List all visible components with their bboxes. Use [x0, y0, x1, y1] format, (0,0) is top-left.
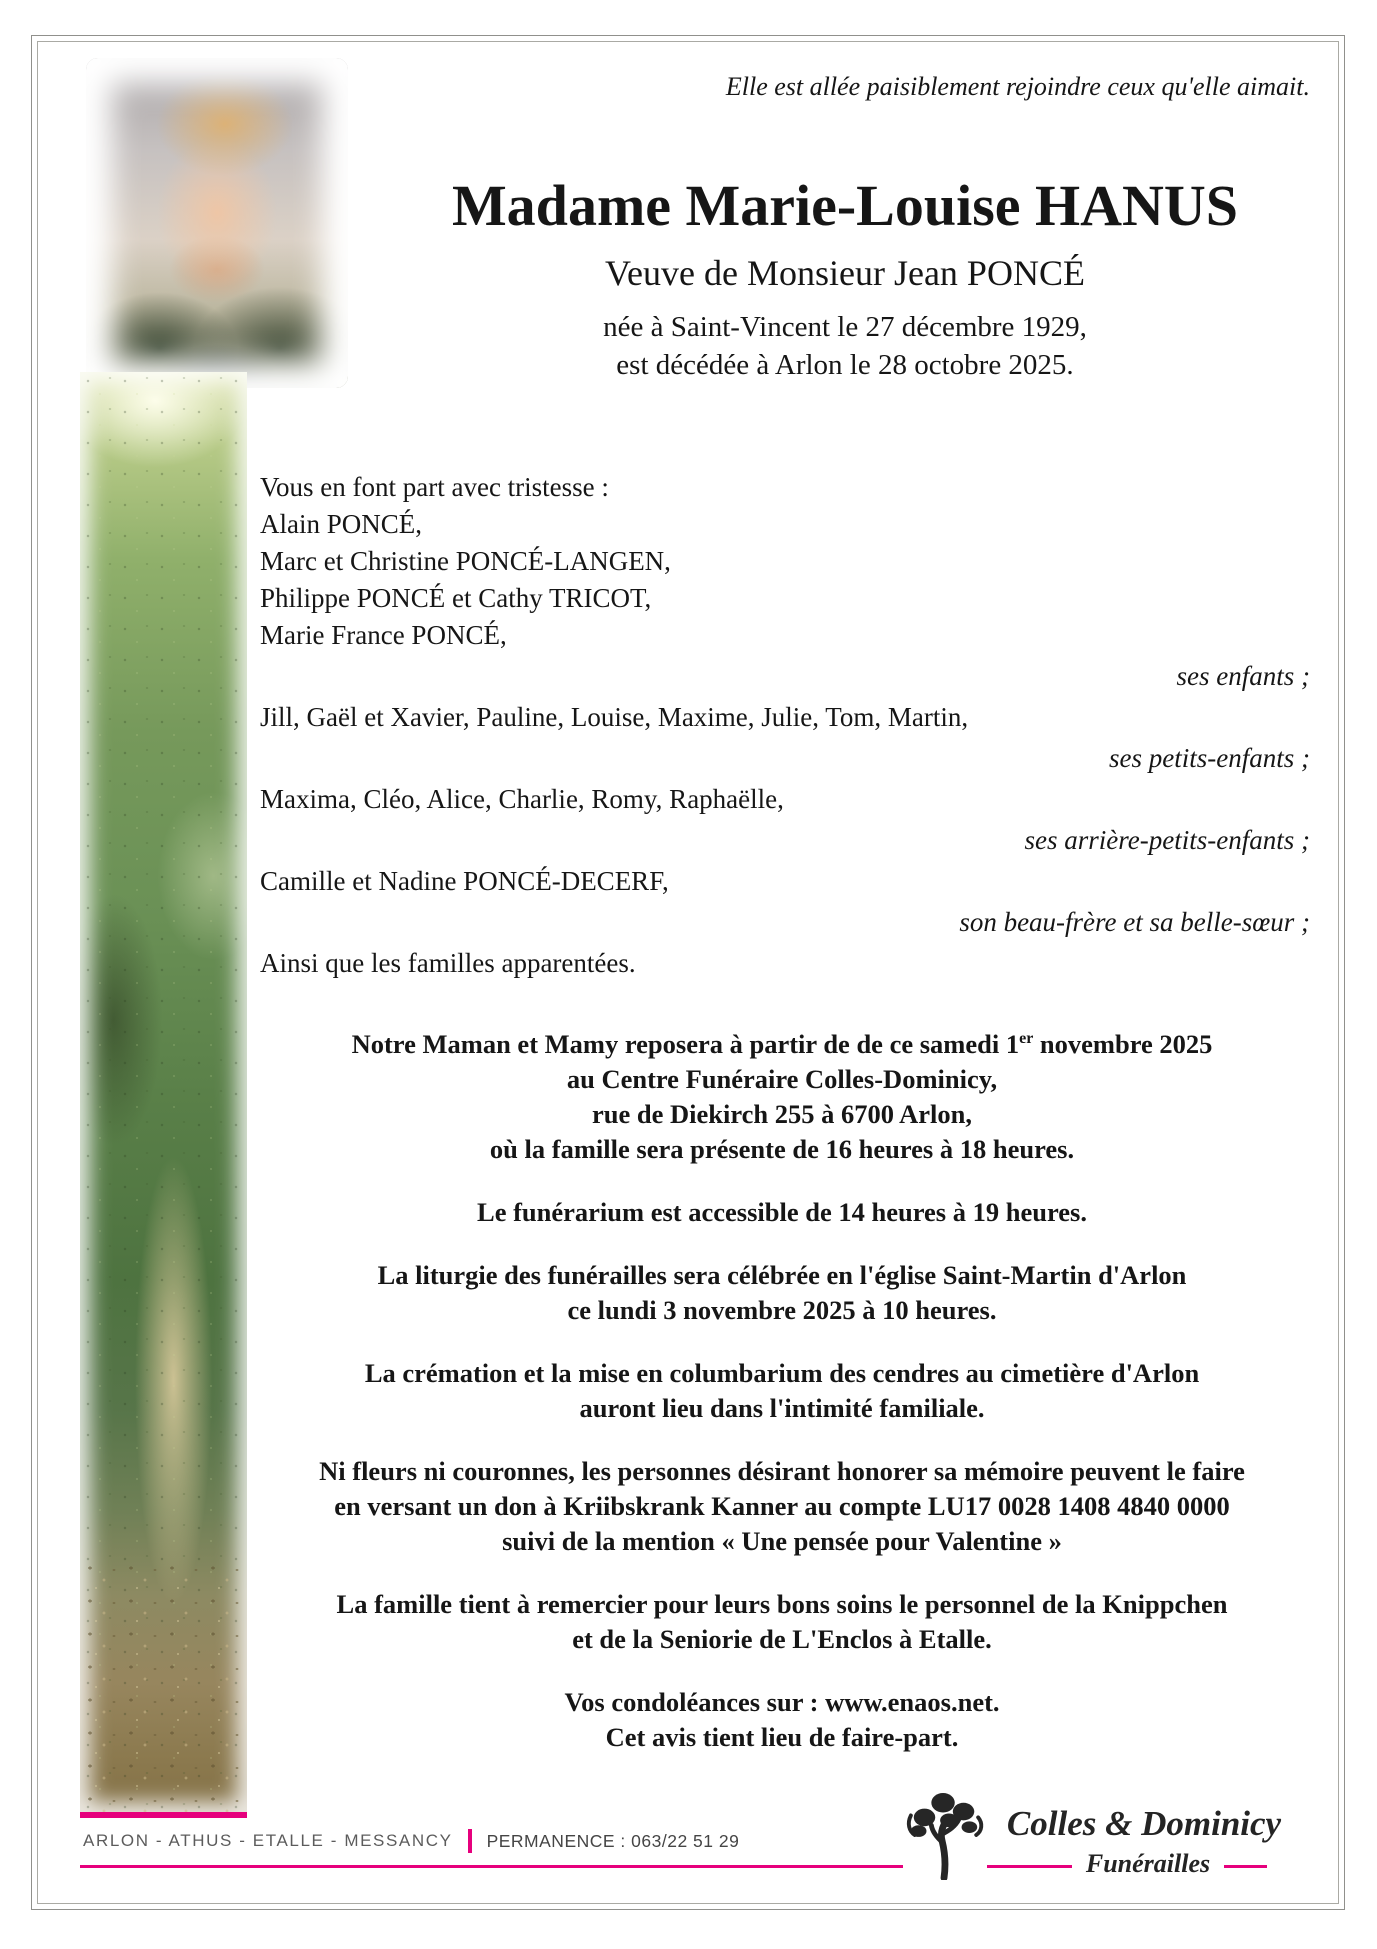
portrait-photo	[86, 58, 348, 388]
footer-separator-bar	[468, 1829, 472, 1853]
paragraph-repose	[254, 1027, 1310, 1167]
birth-line: née à Saint-Vincent le 27 décembre 1929,	[603, 311, 1087, 343]
repose-text: Notre Maman et Mamy reposera à partir de de ce samedi 1	[351, 1029, 1020, 1059]
tree-icon	[903, 1786, 987, 1882]
dons-line-1: Ni fleurs ni couronnes, les personnes désirant honorer sa mémoire peuvent le faire	[319, 1456, 1245, 1486]
relation-label-inlaws: son beau-frère et sa belle-sœur ;	[959, 907, 1310, 937]
liturgie-line-1: La liturgie des funérailles sera célébrée en l'église Saint-Martin d'Arlon	[377, 1260, 1187, 1290]
family-member: Camille et Nadine PONCÉ-DECERF,	[260, 866, 669, 896]
paragraph-remerciements	[254, 1587, 1310, 1657]
epitaph-quote: Elle est allée paisiblement rejoindre ceux qu'elle aimait.	[725, 72, 1310, 101]
footer-permanence-phone: PERMANENCE : 063/22 51 29	[486, 1830, 740, 1851]
funeral-home-logo-name: Colles & Dominicy	[1006, 1804, 1282, 1843]
funeral-home-logo-subtitle: Funérailles	[1072, 1849, 1224, 1879]
footer-cities: ARLON - ATHUS - ETALLE - MESSANCY	[83, 1831, 453, 1850]
announcements	[254, 1027, 1310, 1755]
family-intro: Vous en font part avec tristesse :	[260, 472, 609, 502]
remerciements-line-2: et de la Seniorie de L'Enclos à Etalle.	[572, 1624, 992, 1654]
cremation-line-2: auront lieu dans l'intimité familiale.	[579, 1393, 985, 1423]
tree-icon-svg	[905, 1788, 985, 1880]
family-member: Marc et Christine PONCÉ-LANGEN,	[260, 546, 671, 576]
cremation-line-1: La crémation et la mise en columbarium des cendres au cimetière d'Arlon	[364, 1358, 1200, 1388]
relation-label-grandchildren: ses petits-enfants ;	[1109, 743, 1310, 773]
funerarium-line: Le funérarium est accessible de 14 heures à 19 heures.	[477, 1197, 1087, 1227]
photo-pink-underline	[80, 1812, 247, 1818]
birth-death-dates	[380, 308, 1310, 384]
repose-line-3: rue de Diekirch 255 à 6700 Arlon,	[591, 1099, 973, 1129]
family-member: Jill, Gaël et Xavier, Pauline, Louise, Maxime, Julie, Tom, Martin,	[260, 702, 969, 732]
repose-line-4: où la famille sera présente de 16 heures à 18 heures.	[489, 1134, 1075, 1164]
paragraph-liturgie	[254, 1258, 1310, 1328]
family-closing: Ainsi que les familles apparentées.	[260, 948, 636, 978]
remerciements-line-1: La famille tient à remercier pour leurs bons soins le personnel de la Knippchen	[336, 1589, 1228, 1619]
paragraph-dons	[254, 1454, 1310, 1559]
family-list	[260, 469, 1310, 982]
paragraph-funerarium	[254, 1195, 1310, 1230]
dons-line-2: en versant un don à Kriibskrank Kanner au compte LU17 0028 1408 4840 0000	[334, 1491, 1230, 1521]
relation-label-children: ses enfants ;	[1176, 661, 1310, 691]
paragraph-cremation	[254, 1356, 1310, 1426]
family-member: Philippe PONCÉ et Cathy TRICOT,	[260, 583, 652, 613]
condoleances-website-line: Vos condoléances sur : www.enaos.net.	[564, 1687, 1000, 1717]
liturgie-line-2: ce lundi 3 novembre 2025 à 10 heures.	[567, 1295, 997, 1325]
repose-line-1	[254, 1027, 1310, 1062]
footer-info	[83, 1829, 739, 1853]
dons-line-3: suivi de la mention « Une pensée pour Valentine »	[502, 1526, 1062, 1556]
repose-text: novembre 2025	[1033, 1029, 1213, 1059]
fairepart-line: Cet avis tient lieu de faire-part.	[605, 1722, 959, 1752]
paragraph-condoleances	[254, 1685, 1310, 1755]
death-line: est décédée à Arlon le 28 octobre 2025.	[616, 349, 1074, 381]
deceased-name-title: Madame Marie-Louise HANUS	[451, 173, 1239, 238]
ordinal-superscript: er	[1019, 1030, 1034, 1048]
family-member: Maxima, Cléo, Alice, Charlie, Romy, Raphaëlle,	[260, 784, 784, 814]
gravel-path-texture	[80, 1560, 247, 1812]
family-member: Alain PONCÉ,	[260, 509, 422, 539]
relation-label-great-grandchildren: ses arrière-petits-enfants ;	[1024, 825, 1310, 855]
family-member: Marie France PONCÉ,	[260, 620, 507, 650]
repose-line-2: au Centre Funéraire Colles-Dominicy,	[566, 1064, 998, 1094]
widow-subtitle: Veuve de Monsieur Jean PONCÉ	[605, 253, 1085, 293]
